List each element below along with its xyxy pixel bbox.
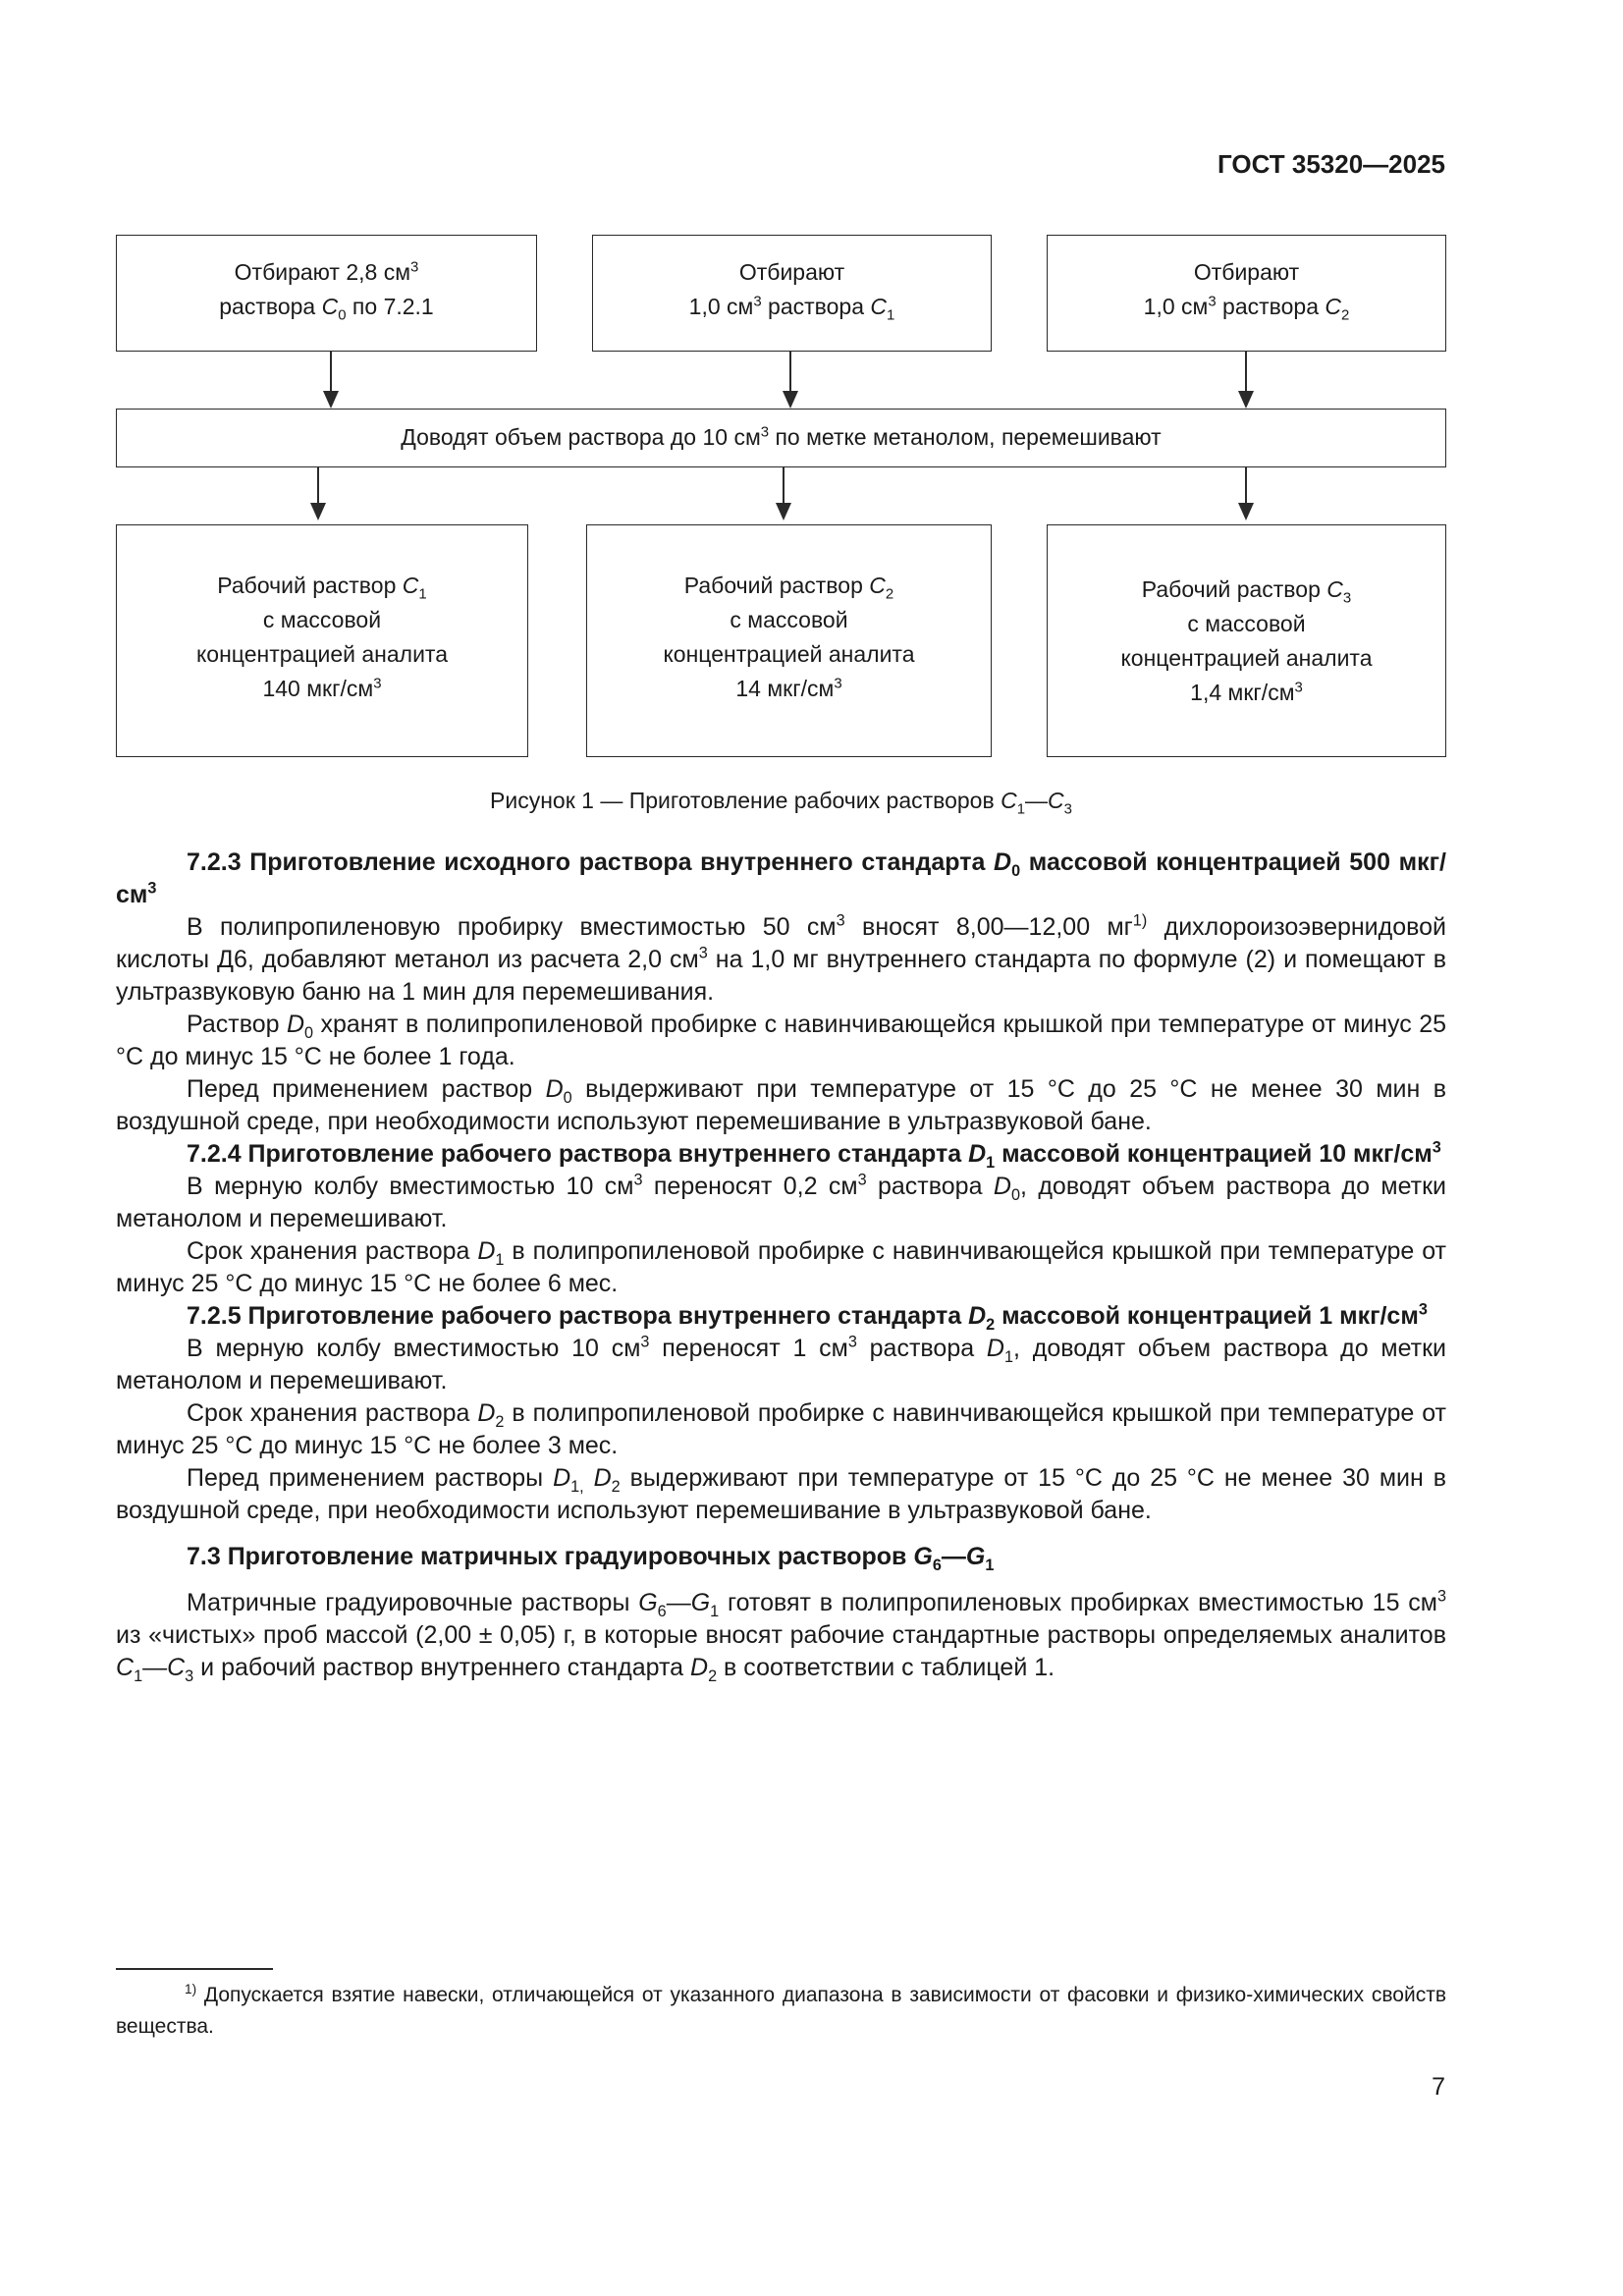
footnote-ref: 1) [1132, 911, 1148, 930]
figure-caption: Рисунок 1 — Приготовление рабочих растворов $C_1—C_3$ [490, 788, 1072, 818]
paragraph: Перед применением растворы $D_{1,}$ $D_2$ выдерживают при температуре от 15 °С до 25 °С не менее 30 мин в воздушной среде, при необходимости используют перемешивание в ультразвуковой бане. [116, 1464, 1446, 1524]
arrow-down-icon [1238, 391, 1254, 409]
arrow-down-icon [1238, 503, 1254, 520]
footnote-text: Допускается взятие навески, отличающейся от указанного диапазона в зависимости от фасовки и физико-химических свойств вещества. [116, 1984, 1446, 2038]
arrow-down-icon [776, 503, 791, 520]
connector-line [330, 352, 332, 393]
section-heading-7-2-4: 7.2.4 Приготовление рабочего раствора внутреннего стандарта $D_1$ массовой концентрацией 10 мкг/$см^3$ [187, 1138, 1441, 1172]
arrow-down-icon [323, 391, 339, 409]
top-box-1: Отбирают 2,8 $см^3$ раствора $C_0$ по 7.2.1 [116, 235, 537, 352]
arrow-down-icon [310, 503, 326, 520]
body-text [116, 847, 1446, 1684]
middle-box: Доводят объем раствора до 10 $см^3$ по метке метанолом, перемешивают [116, 409, 1446, 467]
paragraph: В полипропиленовую пробирку вместимостью 50 $см^3$ вносят 8,00—12,00 $мг^{1)}$ дихлороизоэвернидовой кислоты Д6, добавляют метанол из расчета 2,0 $см^3$ на 1,0 мг внутреннего стандарта по формуле (2) и помещают в ультразвуковую баню на 1 мин для перемешивания. [116, 911, 1447, 1006]
paragraph: Перед применением раствор $D_0$ выдерживают при температуре от 15 °С до 25 °С не менее 30 мин в воздушной среде, при необходимости используют перемешивание в ультразвуковой бане. [116, 1075, 1446, 1135]
section-heading-7-3: 7.3 Приготовление матричных градуировочных растворов $G_6—G_1$ [187, 1543, 995, 1574]
footnote-mark: 1) [185, 1982, 197, 1996]
connector-line [1245, 467, 1247, 505]
section-heading-7-2-5: 7.2.5 Приготовление рабочего раствора внутреннего стандарта $D_2$ массовой концентрацией 1 мкг/$см^3$ [187, 1300, 1428, 1334]
arrow-down-icon [783, 391, 798, 409]
connector-line [783, 467, 784, 505]
paragraph: Срок хранения раствора $D_1$ в полипропиленовой пробирке с навинчивающейся крышкой при температуре от минус 25 °С до минус 15 °С не более 6 мес. [116, 1237, 1447, 1297]
connector-line [789, 352, 791, 393]
paragraph: Раствор $D_0$ хранят в полипропиленовой пробирке с навинчивающейся крышкой при температуре от минус 25 °С до минус 15 °С не более 1 года. [116, 1011, 1447, 1070]
bottom-box-1: Рабочий раствор $C_1$ с массовой концентрацией аналита 140 мкг/$см^3$ [116, 524, 528, 757]
bottom-box-3: Рабочий раствор $C_3$ с массовой концентрацией аналита 1,4 мкг/$см^3$ [1047, 524, 1446, 757]
top-box-3: Отбирают 1,0 $см^3$ раствора $C_2$ [1047, 235, 1446, 352]
bottom-box-2: Рабочий раствор $C_2$ с массовой концентрацией аналита 14 мкг/$см^3$ [586, 524, 992, 757]
section-heading-7-2-3: 7.2.3 Приготовление исходного раствора внутреннего стандарта $D_0$ массовой концентрацией 500 мкг/$см^3$ [116, 848, 1446, 908]
paragraph: Срок хранения раствора $D_2$ в полипропиленовой пробирке с навинчивающейся крышкой при температуре от минус 25 °С до минус 15 °С не более 3 мес. [116, 1399, 1447, 1459]
document-code: ГОСТ 35320—2025 [1217, 149, 1445, 179]
page-number: 7 [1432, 2073, 1445, 2101]
paragraph: Матричные градуировочные растворы $G_6—G_1$ готовят в полипропиленовых пробирках вместимостью 15 $см^3$ из «чистых» проб массой (2,00 ± 0,05) г, в которые вносят рабочие стандартные растворы определяемых аналитов $C_1—C_3$ и рабочий раствор внутреннего стандарта $D_2$ в соответствии с таблицей 1. [116, 1587, 1447, 1685]
connector-line [1245, 352, 1247, 393]
connector-line [317, 467, 319, 505]
paragraph: В мерную колбу вместимостью 10 $см^3$ переносят 0,2 $см^3$ раствора $D_0$, доводят объем раствора до метки метанолом и перемешивают. [116, 1171, 1446, 1232]
top-box-2: Отбирают 1,0 $см^3$ раствора $C_1$ [592, 235, 992, 352]
footnote [116, 1980, 1446, 2043]
paragraph: В мерную колбу вместимостью 10 $см^3$ переносят 1 $см^3$ раствора $D_1$, доводят объем раствора до метки метанолом и перемешивают. [116, 1333, 1446, 1394]
footnote-divider [116, 1968, 273, 1970]
